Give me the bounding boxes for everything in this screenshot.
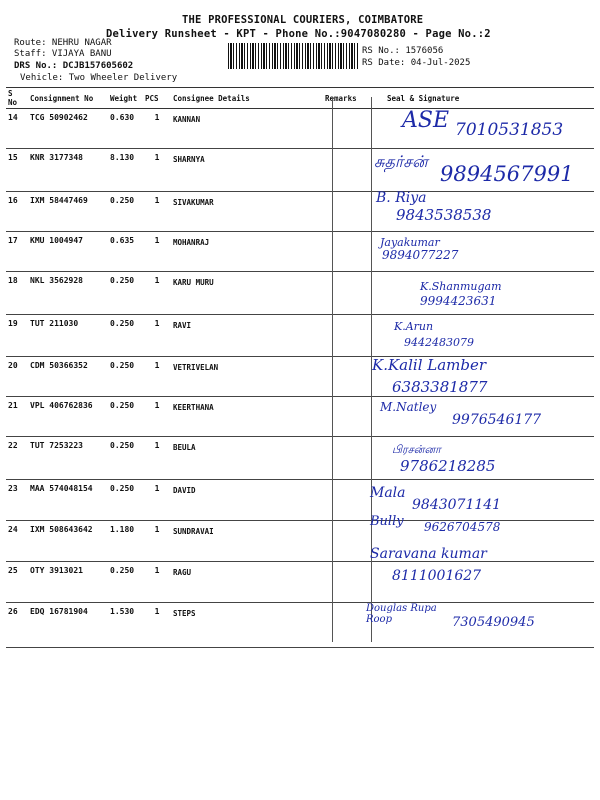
col-remarks: Remarks bbox=[323, 88, 357, 109]
barcode bbox=[228, 43, 358, 69]
signature-name: பிரசன்னா bbox=[392, 443, 441, 456]
row-consignment-no: EDQ 16781904 bbox=[28, 603, 108, 648]
row-pcs: 1 bbox=[143, 603, 171, 648]
signature-name: Mala bbox=[370, 485, 406, 501]
row-sno: 21 bbox=[6, 397, 28, 437]
row-pcs: 1 bbox=[143, 192, 171, 232]
signature-phone: 9976546177 bbox=[452, 412, 542, 428]
route-label: Route: NEHRU NAGAR bbox=[14, 38, 112, 48]
row-weight: 0.250 bbox=[108, 397, 143, 437]
row-pcs: 1 bbox=[143, 357, 171, 397]
col-pcs: PCS bbox=[143, 88, 171, 109]
row-consignment-no: KNR 3177348 bbox=[28, 149, 108, 192]
signature-name: K.Arun bbox=[394, 320, 434, 333]
row-weight: 0.635 bbox=[108, 232, 143, 272]
row-consignee: RAVI bbox=[171, 315, 323, 357]
signature-name: M.Natley bbox=[380, 400, 437, 414]
signature-name: Douglas Rupa Roop bbox=[366, 603, 437, 625]
col-sno: S No bbox=[6, 88, 28, 109]
row-sno: 22 bbox=[6, 437, 28, 480]
row-consignment-no: TCG 50902462 bbox=[28, 109, 108, 149]
row-consignee: BEULA bbox=[171, 437, 323, 480]
row-consignment-no: OTY 3913021 bbox=[28, 562, 108, 603]
row-consignment-no: KMU 1004947 bbox=[28, 232, 108, 272]
row-pcs: 1 bbox=[143, 437, 171, 480]
row-remarks bbox=[323, 192, 357, 232]
row-consignee: SIVAKUMAR bbox=[171, 192, 323, 232]
row-weight: 0.250 bbox=[108, 480, 143, 521]
signature-phone: 7305490945 bbox=[452, 615, 535, 630]
row-seal bbox=[357, 272, 594, 315]
row-sno: 17 bbox=[6, 232, 28, 272]
signature-phone: 9994423631 bbox=[420, 294, 497, 308]
row-sno: 20 bbox=[6, 357, 28, 397]
row-consignee: KEERTHANA bbox=[171, 397, 323, 437]
signature-name: B. Riya bbox=[376, 190, 427, 206]
row-weight: 0.250 bbox=[108, 315, 143, 357]
row-consignee: SUNDRAVAI bbox=[171, 521, 323, 562]
row-pcs: 1 bbox=[143, 480, 171, 521]
row-pcs: 1 bbox=[143, 149, 171, 192]
row-pcs: 1 bbox=[143, 109, 171, 149]
table-row bbox=[6, 521, 594, 562]
row-remarks bbox=[323, 480, 357, 521]
row-pcs: 1 bbox=[143, 272, 171, 315]
signature-phone: 9894077227 bbox=[382, 248, 459, 262]
row-remarks bbox=[323, 149, 357, 192]
row-remarks bbox=[323, 603, 357, 648]
row-remarks bbox=[323, 397, 357, 437]
row-remarks bbox=[323, 562, 357, 603]
staff-label: Staff: VIJAYA BANU bbox=[14, 49, 112, 59]
row-sno: 18 bbox=[6, 272, 28, 315]
table-row bbox=[6, 562, 594, 603]
row-remarks bbox=[323, 272, 357, 315]
row-weight: 0.250 bbox=[108, 437, 143, 480]
signature-phone: 6383381877 bbox=[392, 378, 488, 396]
row-consignee: VETRIVELAN bbox=[171, 357, 323, 397]
table-row bbox=[6, 272, 594, 315]
row-consignment-no: IXM 58447469 bbox=[28, 192, 108, 232]
row-remarks bbox=[323, 437, 357, 480]
row-sno: 14 bbox=[6, 109, 28, 149]
row-sno: 25 bbox=[6, 562, 28, 603]
signature-name: Bully bbox=[370, 514, 404, 529]
row-weight: 0.630 bbox=[108, 109, 143, 149]
table-header-row bbox=[6, 88, 594, 109]
table-row bbox=[6, 357, 594, 397]
signature-name: K.Kalil Lamber bbox=[372, 356, 487, 374]
drs-number: DRS No.: DCJB157605602 bbox=[14, 61, 134, 71]
runsheet-title: Delivery Runsheet - KPT - Phone No.:9047080280 - Page No.:2 bbox=[106, 28, 491, 40]
row-remarks bbox=[323, 315, 357, 357]
table-row bbox=[6, 437, 594, 480]
row-pcs: 1 bbox=[143, 232, 171, 272]
row-sno: 24 bbox=[6, 521, 28, 562]
signature-name: சுதர்சன் bbox=[374, 152, 428, 171]
row-sno: 19 bbox=[6, 315, 28, 357]
signature-name: Jayakumar bbox=[380, 236, 440, 249]
signature-phone: 8111001627 bbox=[392, 568, 482, 584]
signature-phone: 9894567991 bbox=[440, 162, 574, 186]
row-pcs: 1 bbox=[143, 521, 171, 562]
row-consignee: RAGU bbox=[171, 562, 323, 603]
row-pcs: 1 bbox=[143, 397, 171, 437]
row-remarks bbox=[323, 357, 357, 397]
table-row bbox=[6, 480, 594, 521]
rs-date: RS Date: 04-Jul-2025 bbox=[362, 58, 471, 68]
table-row bbox=[6, 315, 594, 357]
rs-number: RS No.: 1576056 bbox=[362, 46, 444, 56]
row-consignment-no: VPL 406762836 bbox=[28, 397, 108, 437]
signature-phone: 9786218285 bbox=[400, 457, 496, 475]
row-sno: 15 bbox=[6, 149, 28, 192]
row-sno: 16 bbox=[6, 192, 28, 232]
row-pcs: 1 bbox=[143, 315, 171, 357]
row-consignment-no: TUT 211030 bbox=[28, 315, 108, 357]
row-consignee: MOHANRAJ bbox=[171, 232, 323, 272]
row-remarks bbox=[323, 232, 357, 272]
col-consignee: Consignee Details bbox=[171, 88, 323, 109]
row-consignee: DAVID bbox=[171, 480, 323, 521]
col-weight: Weight bbox=[108, 88, 143, 109]
row-consignment-no: IXM 508643642 bbox=[28, 521, 108, 562]
row-consignee: SHARNYA bbox=[171, 149, 323, 192]
signature-phone: 9626704578 bbox=[424, 520, 501, 534]
row-seal bbox=[357, 315, 594, 357]
signature-phone: 7010531853 bbox=[455, 120, 564, 140]
signature-name: K.Shanmugam bbox=[420, 280, 502, 293]
row-pcs: 1 bbox=[143, 562, 171, 603]
row-weight: 8.130 bbox=[108, 149, 143, 192]
col-seal: Seal & Signature bbox=[357, 88, 594, 109]
company-name: THE PROFESSIONAL COURIERS, COIMBATORE bbox=[182, 14, 424, 26]
row-consignment-no: MAA 574048154 bbox=[28, 480, 108, 521]
col-consignment: Consignment No bbox=[28, 88, 108, 109]
table-row bbox=[6, 192, 594, 232]
signature-phone: 9843071141 bbox=[412, 497, 502, 513]
row-remarks bbox=[323, 109, 357, 149]
row-consignment-no: NKL 3562928 bbox=[28, 272, 108, 315]
row-consignee: STEPS bbox=[171, 603, 323, 648]
table-row bbox=[6, 232, 594, 272]
row-sno: 26 bbox=[6, 603, 28, 648]
row-consignee: KANNAN bbox=[171, 109, 323, 149]
row-weight: 0.250 bbox=[108, 192, 143, 232]
row-weight: 1.530 bbox=[108, 603, 143, 648]
row-sno: 23 bbox=[6, 480, 28, 521]
row-weight: 0.250 bbox=[108, 272, 143, 315]
signature-phone: 9843538538 bbox=[396, 206, 492, 224]
signature-name: Saravana kumar bbox=[370, 546, 487, 562]
signature-name: ASE bbox=[402, 108, 450, 133]
row-weight: 0.250 bbox=[108, 357, 143, 397]
row-consignment-no: CDM 50366352 bbox=[28, 357, 108, 397]
row-consignment-no: TUT 7253223 bbox=[28, 437, 108, 480]
signature-phone: 9442483079 bbox=[404, 336, 474, 349]
row-remarks bbox=[323, 521, 357, 562]
vehicle-label: Vehicle: Two Wheeler Delivery bbox=[20, 73, 178, 83]
remarks-divider-left bbox=[332, 97, 333, 642]
row-consignee: KARU MURU bbox=[171, 272, 323, 315]
row-weight: 1.180 bbox=[108, 521, 143, 562]
row-weight: 0.250 bbox=[108, 562, 143, 603]
